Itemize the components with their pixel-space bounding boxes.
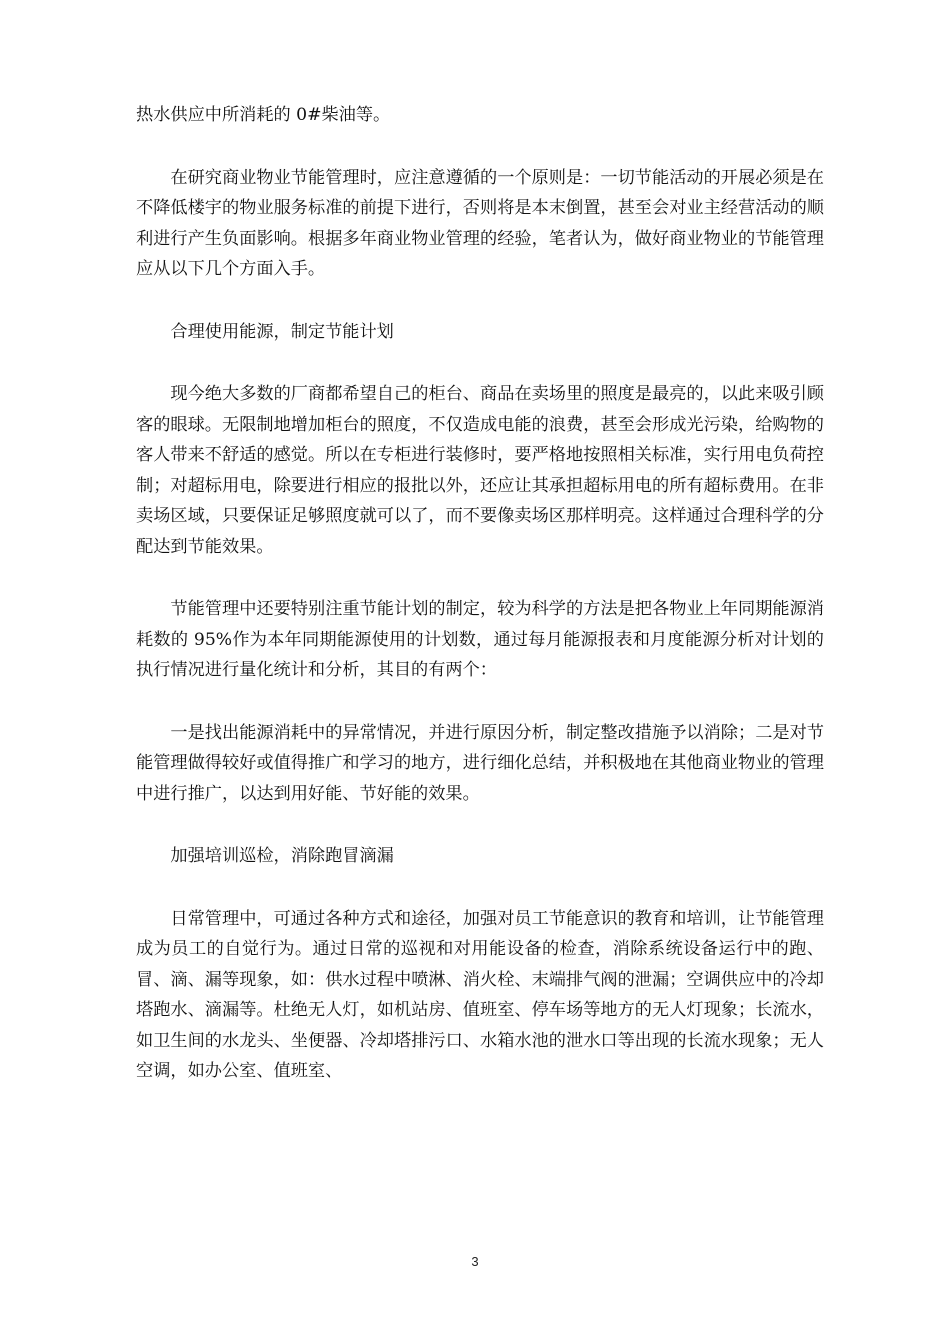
paragraph-daily-management: 日常管理中，可通过各种方式和途径，加强对员工节能意识的教育和培训，让节能管理成为员工的自觉行为。通过日常的巡视和对用能设备的检查，消除系统设备运行中的跑、冒、滴、漏等现象，如：供水过程中喷淋、消火栓、末端排气阀的泄漏；空调供应中的冷却塔跑水、滴漏等。杜绝无人灯，如机站房、值班室、停车场等地方的无人灯现象；长流水，如卫生间的水龙头、坐便器、冷却塔排污口、水箱水池的泄水口等出现的长流水现象；无人空调，如办公室、值班室、 — [136, 908, 824, 1081]
document-body — [136, 100, 824, 1087]
paragraph-lighting: 现今绝大多数的厂商都希望自己的柜台、商品在卖场里的照度是最亮的，以此来吸引顾客的眼球。无限制地增加柜台的照度，不仅造成电能的浪费，甚至会形成光污染，给购物的客人带来不舒适的感觉。所以在专柜进行装修时，要严格地按照相关标准，实行用电负荷控制；对超标用电，除要进行相应的报批以外，还应让其承担超标用电的所有超标费用。在非卖场区域，只要保证足够照度就可以了，而不要像卖场区那样明亮。这样通过合理科学的分配达到节能效果。 — [136, 384, 824, 557]
section-heading-training: 加强培训巡检，消除跑冒滴漏 — [170, 846, 394, 866]
paragraph-purposes: 一是找出能源消耗中的异常情况，并进行原因分析，制定整改措施予以消除；二是对节能管理做得较好或值得推广和学习的地方，进行细化总结，并积极地在其他商业物业的管理中进行推广，以达到用好能、节好能的效果。 — [136, 722, 824, 804]
section-heading-energy-plan: 合理使用能源，制定节能计划 — [170, 321, 394, 342]
paragraph-continuation: 热水供应中所消耗的 0#柴油等。 — [136, 105, 391, 125]
page-number: 3 — [471, 1254, 479, 1269]
paragraph-energy-plan: 节能管理中还要特别注重节能计划的制定，较为科学的方法是把各物业上年同期能源消耗数的 95%作为本年同期能源使用的计划数，通过每月能源报表和月度能源分析对计划的执行情况进行量化统计和分析，其目的有两个： — [136, 599, 824, 680]
paragraph-principle: 在研究商业物业节能管理时，应注意遵循的一个原则是：一切节能活动的开展必须是在不降低楼宇的物业服务标准的前提下进行，否则将是本末倒置，甚至会对业主经营活动的顺利进行产生负面影响。根据多年商业物业管理的经验，笔者认为，做好商业物业的节能管理应从以下几个方面入手。 — [136, 167, 824, 279]
